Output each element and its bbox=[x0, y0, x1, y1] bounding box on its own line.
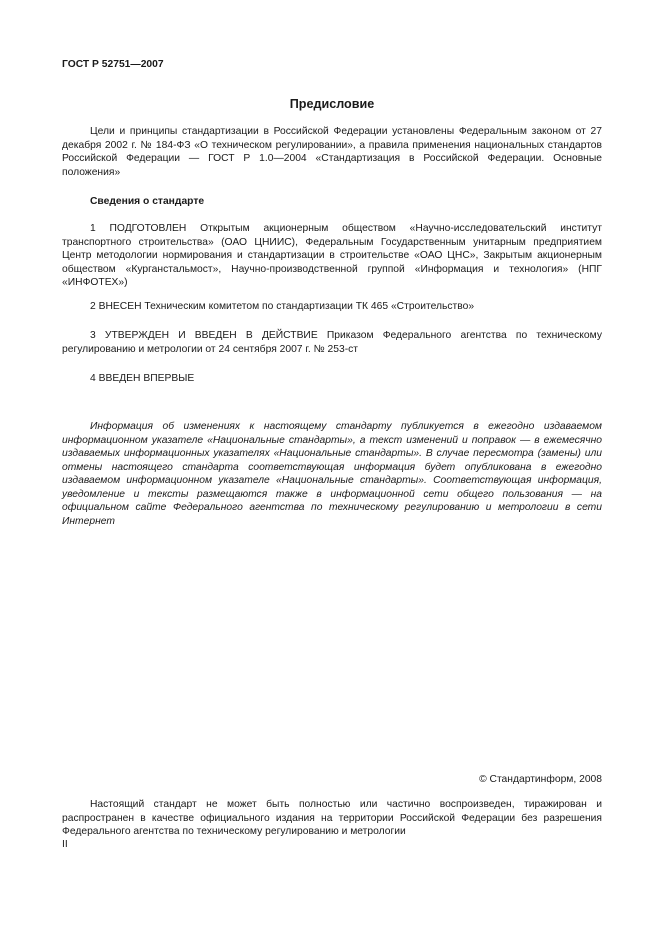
copyright-notice: © Стандартинформ, 2008 bbox=[479, 774, 602, 785]
info-item-4: 4 ВВЕДЕН ВПЕРВЫЕ bbox=[90, 373, 195, 384]
foreword-intro: Цели и принципы стандартизации в Российской Федерации установлены Федеральным законом от 27 декабря 2002 г. № 184-ФЗ «О техническом регулировании», а правила применения национальных стандартов Российской Федерации — ГОСТ Р 1.0—2004 «Стандартизация в Российской Федерации. Основные положения» bbox=[62, 126, 602, 178]
page-title: Предисловие bbox=[289, 97, 375, 111]
info-item-2: 2 ВНЕСЕН Техническим комитетом по стандартизации ТК 465 «Строительство» bbox=[90, 301, 475, 312]
document-code: ГОСТ Р 52751—2007 bbox=[62, 59, 164, 70]
page-number: II bbox=[62, 839, 68, 850]
info-item-3: 3 УТВЕРЖДЕН И ВВЕДЕН В ДЕЙСТВИЕ Приказом Федерального агентства по техническому регулированию и метрологии от 24 сентября 2007 г. № 253-ст bbox=[62, 330, 602, 355]
changes-notice: Информация об изменениях к настоящему стандарту публикуется в ежегодно издаваемом информационном указателе «Национальные стандарты», а текст изменений и поправок — в ежемесячно издаваемых информационных указателях «Национальные стандарты». В случае пересмотра (замены) или отмены настоящего стандарта соответствующая информация будет опубликована в ежегодно издаваемом информационном указателе «Национальные стандарты». Соответствующая информация, уведомление и тексты размещаются также в информационной сети общего пользования — на официальном сайте Федерального агентства по техническому регулированию и метрологии в сети Интернет bbox=[62, 421, 602, 527]
reproduction-notice: Настоящий стандарт не может быть полностью или частично воспроизведен, тиражирован и распространен в качестве официального издания на территории Российской Федерации без разрешения Федерального агентства по техническому регулированию и метрологии bbox=[62, 799, 602, 837]
info-item-1: 1 ПОДГОТОВЛЕН Открытым акционерным обществом «Научно-исследовательский институт транспортного строительства» (ОАО ЦНИИС), Федеральным Государственным унитарным предприятием Центр методологии нормирования и стандартизации в строительстве «ОАО ЦНС», Закрытым акционерным обществом «Курганстальмост», Научно-производственной группой «Информация и технология» (НПГ «ИНФОТЕХ») bbox=[62, 223, 602, 288]
section-title-standard-info: Сведения о стандарте bbox=[90, 196, 205, 207]
